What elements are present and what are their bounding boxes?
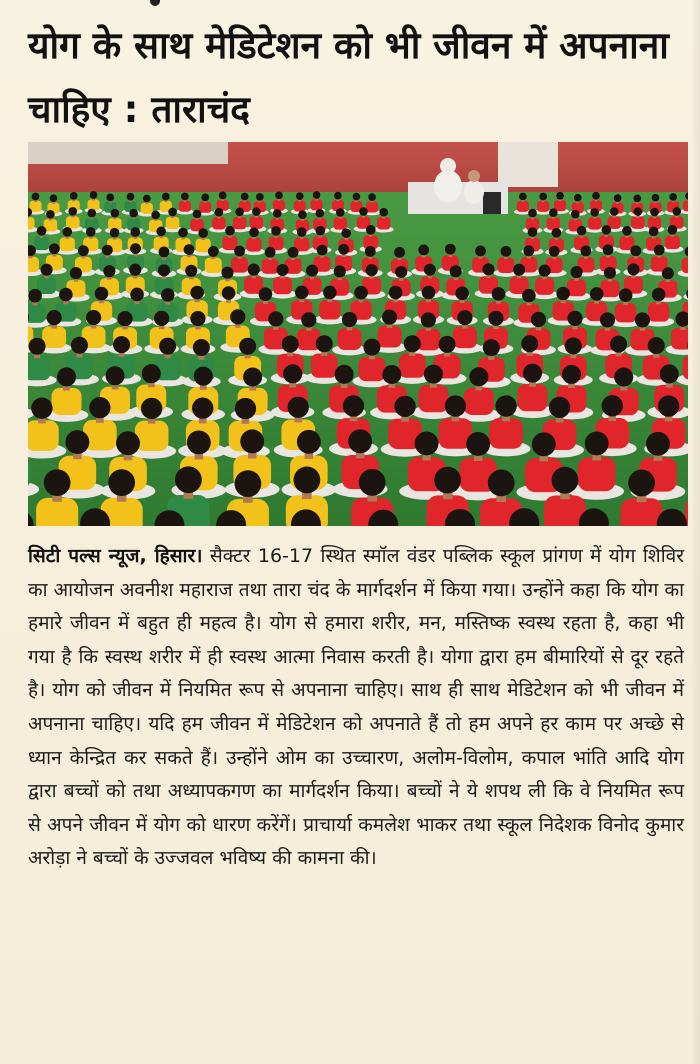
instructor-2-body [464,180,484,204]
page-edge-mark [150,0,160,6]
yoga-camp-illustration [28,142,688,526]
wall-window [498,142,558,187]
instructor-body [434,170,462,202]
instructor-2-head [468,170,480,182]
page-shadow [690,0,700,1064]
news-photo-yoga-camp [28,142,688,526]
article-text: सैक्टर 16-17 स्थित स्मॉल वंडर पब्लिक स्कूल प्रांगण में योग शिविर का आयोजन अवनीश महाराज तथा तारा चंद के मार्गदर्शन में किया गया। उन्होंने कहा कि योग का हमारे जीवन में बहुत ही महत्व है। योग से हमारा शरीर, मन, मस्तिष्क स्वस्थ रहता है, कहा भी गया है कि स्वस्थ शरीर में ही स्वस्थ आत्मा निवास करती है। योगा द्वारा हम बीमारियों से दूर रहते है। योग को जीवन में नियमित रूप से अपनाना चाहिए। साथ ही साथ मेडिटेशन को भी जीवन में अपनाना चाहिए। यदि हम जीवन में मेडिटेशन को अपनाते हैं तो हम अपने हर काम पर अच्छे से ध्यान केन्द्रित कर सकते हैं। उन्होंने ओम का उच्चारण, अलोम-विलोम, कपाल भांति आदि योग द्वारा बच्चों को तथा अध्यापकगण का मार्गदर्शन किया। बच्चों ने ये शपथ ली कि वे नियमित रूप से अपने जीवन में योग को धारण करेंगें। प्राचार्या कमलेश भाकर तथा स्कूल निदेशक विनोद कुमार अरोड़ा ने बच्चों के उज्जवल भविष्य की कामना की। [28,545,684,870]
ceiling-left [28,142,228,164]
dateline: सिटी पल्स न्यूज, हिसार। [28,545,203,567]
headline: योग के साथ मेडिटेशन को भी जीवन में अपनाना चाहिए : ताराचंद [28,24,669,131]
speaker-box [483,192,501,214]
article-body [28,540,684,876]
instructor-head [440,158,456,174]
